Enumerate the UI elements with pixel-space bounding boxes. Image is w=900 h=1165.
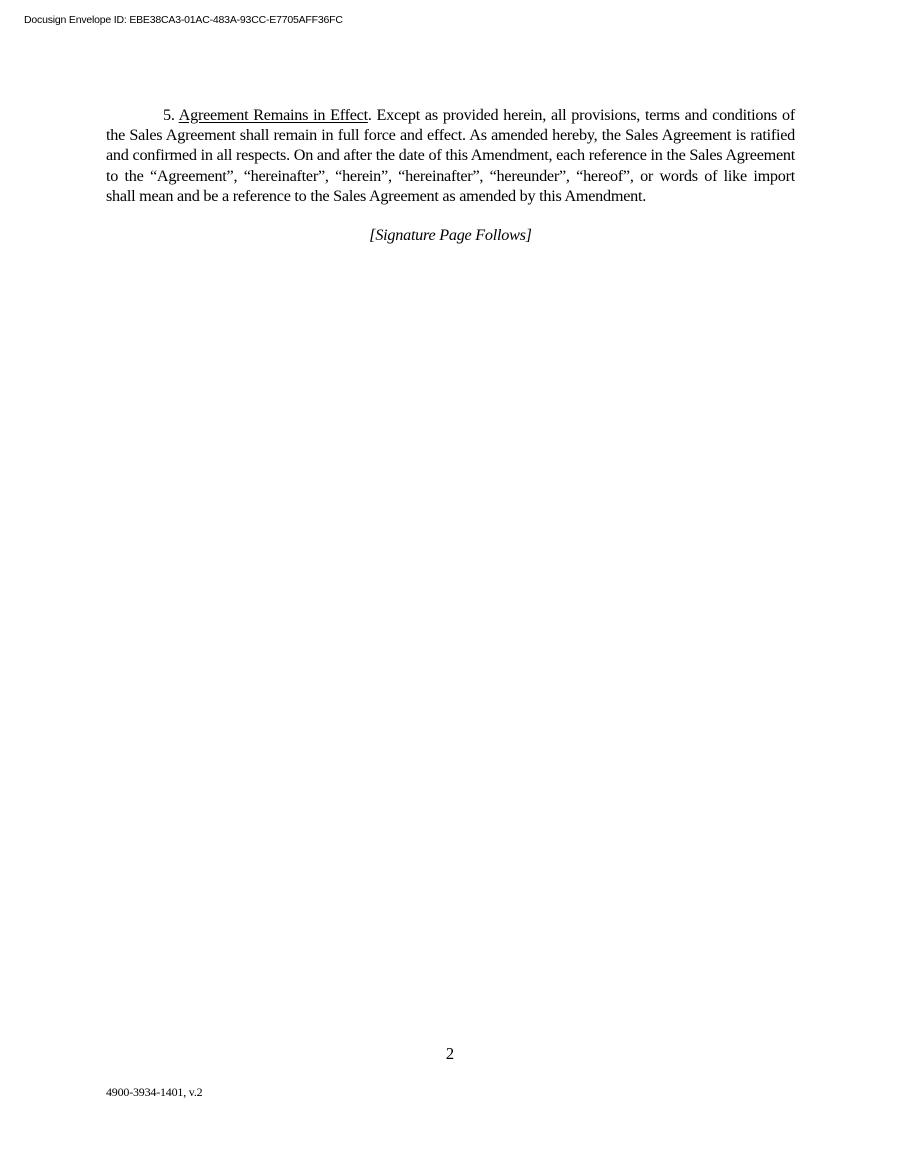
signature-page-follows-note: [Signature Page Follows] [369,226,532,245]
document-body [106,105,795,245]
section-number: 5. [163,106,175,124]
page-number: 2 [445,1044,455,1063]
section-text: . Except as provided herein, all provisions, terms and conditions of the Sales Agreement shall remain in full force and effect. As amended hereby, the Sales Agreement is ratified and confirmed in all respects. On and after the date of this Amendment, each reference in the Sales Agreement to the “Agreement”, “hereinafter”, “herein”, “hereinafter”, “hereunder”, “hereof”, or words of like import shall mean and be a reference to the Sales Agreement as amended by this Amendment. [106,106,795,205]
document-number: 4900-3934-1401, v.2 [106,1085,203,1099]
section-heading: Agreement Remains in Effect [178,106,368,124]
envelope-id-header: Docusign Envelope ID: EBE38CA3-01AC-483A-93CC-E7705AFF36FC [24,14,343,26]
section-5-paragraph [106,105,795,206]
